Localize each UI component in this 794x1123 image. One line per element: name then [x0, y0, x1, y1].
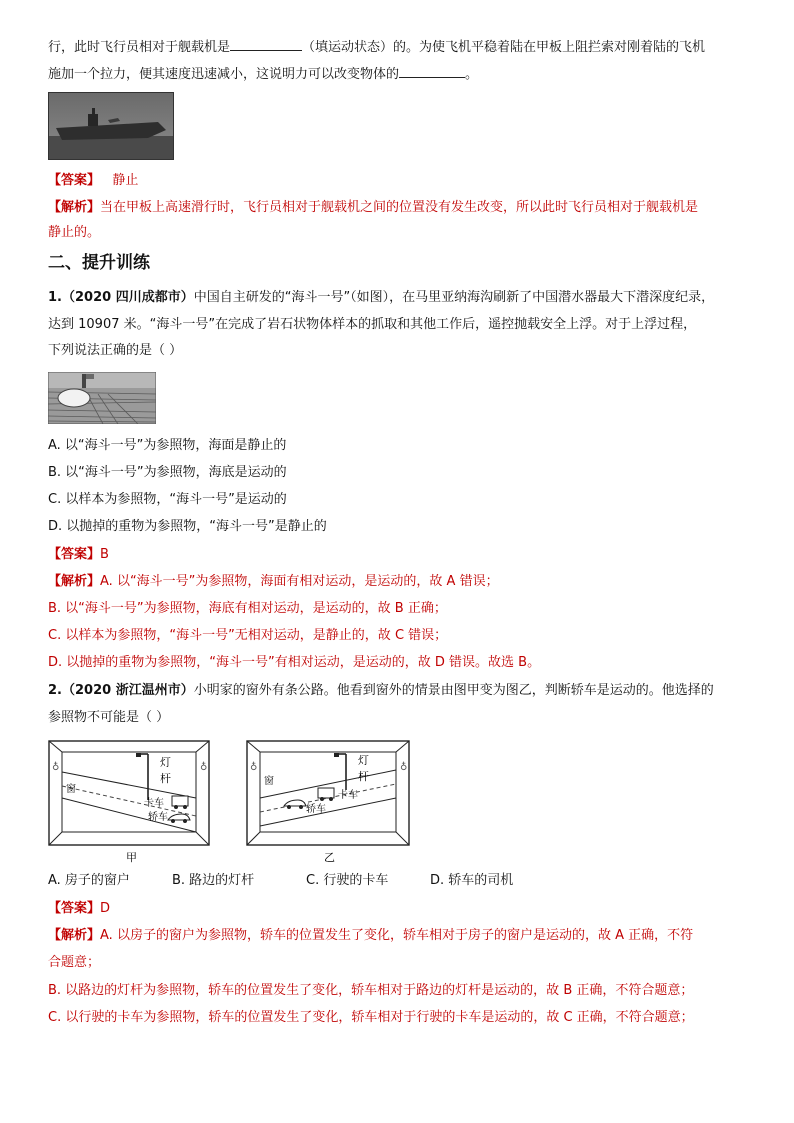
question-text: 下列说法正确的是（ ）	[48, 343, 183, 358]
option-b: B. 路边的灯杆	[172, 873, 255, 888]
analysis-text: 静止的。	[48, 225, 101, 240]
question-2-line	[48, 682, 714, 700]
lamp-label-bottom: 杆	[160, 772, 171, 785]
intro-text: （填运动状态）的。为使飞机平稳着陆在甲板上阻拦索对刚着陆的飞机	[302, 40, 706, 55]
fill-blank	[230, 38, 302, 51]
lamp-label-top: 灯	[358, 754, 369, 767]
fill-blank	[399, 65, 465, 78]
analysis-line: 合题意；	[48, 955, 101, 970]
question-1-line	[48, 289, 714, 307]
svg-text:♁: ♁	[52, 762, 60, 773]
intro-line-2	[48, 65, 478, 84]
question-number: 2.	[48, 683, 62, 698]
analysis-label: 【解析】	[48, 200, 101, 215]
figure-b-caption: 乙	[324, 851, 335, 864]
answer-row	[48, 546, 109, 564]
car-label: 轿车	[148, 812, 168, 823]
answer-value: D	[100, 901, 111, 916]
svg-text:♁: ♁	[400, 762, 408, 773]
answer-row	[48, 172, 138, 190]
analysis-line	[48, 224, 100, 242]
answer-label: 【答案】	[48, 547, 101, 562]
analysis-line	[48, 573, 499, 591]
option-c: C. 行驶的卡车	[306, 873, 389, 888]
lamp-label-bottom: 杆	[358, 770, 369, 783]
question-text: 达到 10907 米。“海斗一号”在完成了岩石状物体样本的抓取和其他工作后，遥控抛载安全上浮。对于上浮过程，	[48, 317, 697, 332]
option-d: D. 轿车的司机	[430, 873, 514, 888]
window-label: 窗	[264, 776, 274, 787]
figure-a-window-scene	[48, 740, 212, 864]
question-2-line	[48, 709, 169, 727]
analysis-line: D. 以抛掉的重物为参照物，“海斗一号”有相对运动，是运动的，故 D 错误。故选 B。	[48, 655, 541, 670]
svg-text:♁: ♁	[200, 762, 208, 773]
option-c: C. 以样本为参照物，“海斗一号”是运动的	[48, 492, 287, 507]
analysis-line	[48, 927, 693, 945]
question-source: （2020 四川成都市）	[61, 290, 194, 305]
figure-a-caption: 甲	[126, 851, 137, 864]
question-text: 小明家的窗外有条公路。他看到窗外的情景由图甲变为图乙，判断轿车是运动的。他选择的	[193, 683, 714, 698]
truck-label: 卡车	[338, 790, 358, 801]
question-1-line	[48, 342, 182, 360]
question-source: （2020 浙江温州市）	[61, 683, 194, 698]
question-number: 1.	[48, 290, 62, 305]
truck-label: 卡车	[144, 798, 164, 809]
option-a: A. 以“海斗一号”为参照物，海面是静止的	[48, 438, 287, 453]
answer-label: 【答案】	[48, 173, 101, 188]
answer-label: 【答案】	[48, 901, 101, 916]
lamp-label-top: 灯	[160, 756, 171, 769]
analysis-label: 【解析】	[48, 928, 101, 943]
option-a: A. 房子的窗户	[48, 873, 130, 888]
aircraft-carrier-photo	[48, 92, 174, 160]
intro-text: 行，此时飞行员相对于舰载机是	[48, 40, 231, 55]
question-1-line	[48, 316, 696, 334]
question-text: 参照物不可能是（ ）	[48, 710, 170, 725]
question-text: 中国自主研发的“海斗一号”（如图），在马里亚纳海沟刷新了中国潜水器最大下潜深度纪录，	[193, 290, 715, 305]
intro-line-1	[48, 38, 705, 57]
analysis-line: B. 以“海斗一号”为参照物，海底有相对运动，是运动的，故 B 正确；	[48, 601, 447, 616]
submersible-photo	[48, 372, 156, 424]
analysis-text: A. 以房子的窗户为参照物，轿车的位置发生了变化，轿车相对于房子的窗户是运动的，故 A 正确，不符	[100, 928, 694, 943]
analysis-line	[48, 199, 698, 217]
answer-value: B	[100, 547, 109, 562]
analysis-line: C. 以行驶的卡车为参照物，轿车的位置发生了变化，轿车相对于行驶的卡车是运动的，故 C 正确，不符合题意；	[48, 1010, 694, 1025]
figure-b-window-scene	[246, 740, 412, 864]
analysis-text: 当在甲板上高速滑行时，飞行员相对于舰载机之间的位置没有发生改变，所以此时飞行员相对于舰载机是	[100, 200, 699, 215]
analysis-text: A. 以“海斗一号”为参照物，海面有相对运动，是运动的，故 A 错误；	[100, 574, 499, 589]
window-label: 窗	[66, 784, 76, 795]
car-label: 轿车	[306, 804, 326, 815]
section-title: 二、提升训练	[48, 253, 150, 273]
answer-row	[48, 900, 110, 918]
intro-text: 施加一个拉力，便其速度迅速减小，这说明力可以改变物体的	[48, 67, 400, 82]
intro-text: 。	[465, 67, 479, 82]
analysis-line: C. 以样本为参照物，“海斗一号”无相对运动，是静止的，故 C 错误；	[48, 628, 448, 643]
option-b: B. 以“海斗一号”为参照物，海底是运动的	[48, 465, 287, 480]
option-d: D. 以抛掉的重物为参照物，“海斗一号”是静止的	[48, 519, 327, 534]
analysis-line: B. 以路边的灯杆为参照物，轿车的位置发生了变化，轿车相对于路边的灯杆是运动的，故 B 正确，不符合题意；	[48, 983, 694, 998]
answer-value: 静止	[112, 173, 139, 188]
svg-text:♁: ♁	[250, 762, 258, 773]
analysis-label: 【解析】	[48, 574, 101, 589]
